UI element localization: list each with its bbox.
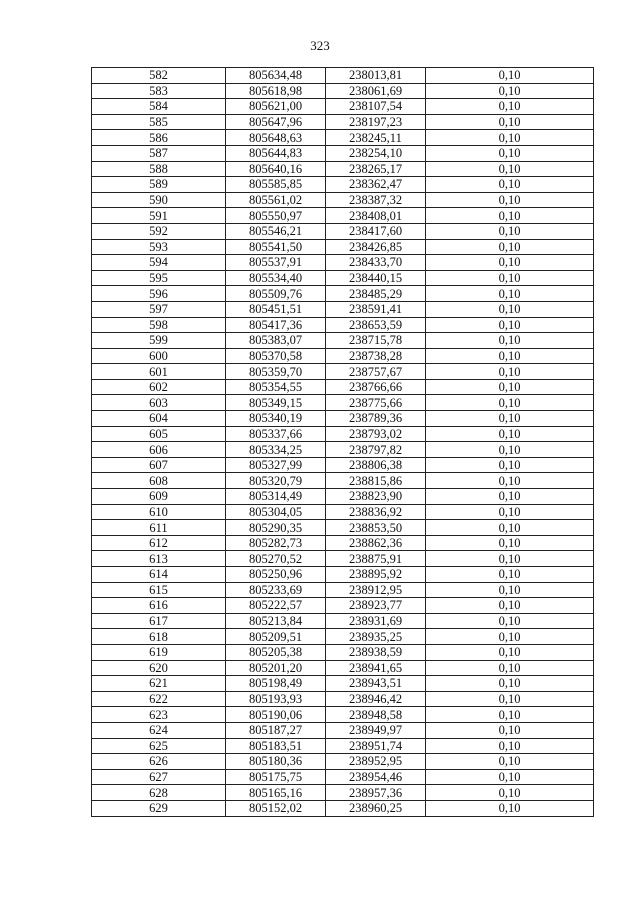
point-number-cell: 586 (92, 130, 226, 146)
accuracy-cell: 0,10 (426, 535, 594, 551)
y-coordinate-cell: 238715,78 (326, 333, 426, 349)
point-number-cell: 626 (92, 754, 226, 770)
x-coordinate-cell: 805327,99 (226, 457, 326, 473)
table-row (92, 286, 594, 302)
y-coordinate-cell: 238197,23 (326, 114, 426, 130)
accuracy-cell: 0,10 (426, 255, 594, 271)
point-number-cell: 593 (92, 239, 226, 255)
point-number-cell: 609 (92, 489, 226, 505)
x-coordinate-cell: 805640,16 (226, 161, 326, 177)
table-row (92, 130, 594, 146)
accuracy-cell: 0,10 (426, 473, 594, 489)
y-coordinate-cell: 238653,59 (326, 317, 426, 333)
accuracy-cell: 0,10 (426, 223, 594, 239)
y-coordinate-cell: 238485,29 (326, 286, 426, 302)
point-number-cell: 594 (92, 255, 226, 271)
accuracy-cell: 0,10 (426, 629, 594, 645)
accuracy-cell: 0,10 (426, 364, 594, 380)
y-coordinate-cell: 238935,25 (326, 629, 426, 645)
point-number-cell: 614 (92, 567, 226, 583)
point-number-cell: 590 (92, 192, 226, 208)
table-row (92, 722, 594, 738)
point-number-cell: 592 (92, 223, 226, 239)
point-number-cell: 598 (92, 317, 226, 333)
y-coordinate-cell: 238912,95 (326, 582, 426, 598)
accuracy-cell: 0,10 (426, 598, 594, 614)
x-coordinate-cell: 805647,96 (226, 114, 326, 130)
point-number-cell: 611 (92, 520, 226, 536)
table-row (92, 270, 594, 286)
accuracy-cell: 0,10 (426, 239, 594, 255)
table-row (92, 520, 594, 536)
x-coordinate-cell: 805337,66 (226, 426, 326, 442)
point-number-cell: 620 (92, 660, 226, 676)
y-coordinate-cell: 238823,90 (326, 489, 426, 505)
point-number-cell: 619 (92, 644, 226, 660)
x-coordinate-cell: 805304,05 (226, 504, 326, 520)
y-coordinate-cell: 238938,59 (326, 644, 426, 660)
point-number-cell: 597 (92, 301, 226, 317)
accuracy-cell: 0,10 (426, 270, 594, 286)
table-row (92, 83, 594, 99)
x-coordinate-cell: 805370,58 (226, 348, 326, 364)
y-coordinate-cell: 238946,42 (326, 691, 426, 707)
accuracy-cell: 0,10 (426, 722, 594, 738)
table-row (92, 442, 594, 458)
y-coordinate-cell: 238954,46 (326, 769, 426, 785)
accuracy-cell: 0,10 (426, 754, 594, 770)
y-coordinate-cell: 238757,67 (326, 364, 426, 380)
y-coordinate-cell: 238387,32 (326, 192, 426, 208)
table-row (92, 629, 594, 645)
accuracy-cell: 0,10 (426, 738, 594, 754)
x-coordinate-cell: 805213,84 (226, 613, 326, 629)
accuracy-cell: 0,10 (426, 286, 594, 302)
accuracy-cell: 0,10 (426, 691, 594, 707)
table-row (92, 379, 594, 395)
y-coordinate-cell: 238408,01 (326, 208, 426, 224)
point-number-cell: 617 (92, 613, 226, 629)
table-row (92, 239, 594, 255)
accuracy-cell: 0,10 (426, 442, 594, 458)
x-coordinate-cell: 805648,63 (226, 130, 326, 146)
x-coordinate-cell: 805644,83 (226, 145, 326, 161)
table-row (92, 598, 594, 614)
x-coordinate-cell: 805190,06 (226, 707, 326, 723)
table-row (92, 395, 594, 411)
x-coordinate-cell: 805534,40 (226, 270, 326, 286)
point-number-cell: 625 (92, 738, 226, 754)
y-coordinate-cell: 238862,36 (326, 535, 426, 551)
point-number-cell: 601 (92, 364, 226, 380)
accuracy-cell: 0,10 (426, 769, 594, 785)
point-number-cell: 589 (92, 177, 226, 193)
y-coordinate-cell: 238426,85 (326, 239, 426, 255)
point-number-cell: 585 (92, 114, 226, 130)
point-number-cell: 591 (92, 208, 226, 224)
y-coordinate-cell: 238265,17 (326, 161, 426, 177)
point-number-cell: 582 (92, 68, 226, 84)
table-row (92, 551, 594, 567)
table-row (92, 145, 594, 161)
table-row (92, 489, 594, 505)
y-coordinate-cell: 238806,38 (326, 457, 426, 473)
table-row (92, 738, 594, 754)
y-coordinate-cell: 238923,77 (326, 598, 426, 614)
x-coordinate-cell: 805193,93 (226, 691, 326, 707)
accuracy-cell: 0,10 (426, 68, 594, 84)
x-coordinate-cell: 805201,20 (226, 660, 326, 676)
y-coordinate-cell: 238107,54 (326, 99, 426, 115)
table-row (92, 192, 594, 208)
y-coordinate-cell: 238362,47 (326, 177, 426, 193)
y-coordinate-cell: 238440,15 (326, 270, 426, 286)
point-number-cell: 616 (92, 598, 226, 614)
y-coordinate-cell: 238931,69 (326, 613, 426, 629)
x-coordinate-cell: 805320,79 (226, 473, 326, 489)
point-number-cell: 618 (92, 629, 226, 645)
y-coordinate-cell: 238853,50 (326, 520, 426, 536)
table-row (92, 426, 594, 442)
x-coordinate-cell: 805290,35 (226, 520, 326, 536)
accuracy-cell: 0,10 (426, 707, 594, 723)
x-coordinate-cell: 805270,52 (226, 551, 326, 567)
x-coordinate-cell: 805546,21 (226, 223, 326, 239)
point-number-cell: 599 (92, 333, 226, 349)
y-coordinate-cell: 238895,92 (326, 567, 426, 583)
accuracy-cell: 0,10 (426, 785, 594, 801)
point-number-cell: 628 (92, 785, 226, 801)
table-row (92, 333, 594, 349)
x-coordinate-cell: 805383,07 (226, 333, 326, 349)
point-number-cell: 595 (92, 270, 226, 286)
point-number-cell: 613 (92, 551, 226, 567)
point-number-cell: 605 (92, 426, 226, 442)
point-number-cell: 615 (92, 582, 226, 598)
y-coordinate-cell: 238789,36 (326, 411, 426, 427)
accuracy-cell: 0,10 (426, 582, 594, 598)
x-coordinate-cell: 805222,57 (226, 598, 326, 614)
accuracy-cell: 0,10 (426, 504, 594, 520)
y-coordinate-cell: 238941,65 (326, 660, 426, 676)
table-row (92, 301, 594, 317)
point-number-cell: 608 (92, 473, 226, 489)
point-number-cell: 604 (92, 411, 226, 427)
accuracy-cell: 0,10 (426, 613, 594, 629)
x-coordinate-cell: 805165,16 (226, 785, 326, 801)
y-coordinate-cell: 238960,25 (326, 800, 426, 816)
y-coordinate-cell: 238775,66 (326, 395, 426, 411)
point-number-cell: 602 (92, 379, 226, 395)
table-row (92, 114, 594, 130)
accuracy-cell: 0,10 (426, 395, 594, 411)
x-coordinate-cell: 805334,25 (226, 442, 326, 458)
accuracy-cell: 0,10 (426, 660, 594, 676)
y-coordinate-cell: 238417,60 (326, 223, 426, 239)
x-coordinate-cell: 805417,36 (226, 317, 326, 333)
x-coordinate-cell: 805340,19 (226, 411, 326, 427)
point-number-cell: 610 (92, 504, 226, 520)
accuracy-cell: 0,10 (426, 83, 594, 99)
accuracy-cell: 0,10 (426, 317, 594, 333)
accuracy-cell: 0,10 (426, 567, 594, 583)
table-row (92, 754, 594, 770)
x-coordinate-cell: 805550,97 (226, 208, 326, 224)
point-number-cell: 627 (92, 769, 226, 785)
table-row (92, 800, 594, 816)
accuracy-cell: 0,10 (426, 426, 594, 442)
point-number-cell: 596 (92, 286, 226, 302)
y-coordinate-cell: 238952,95 (326, 754, 426, 770)
y-coordinate-cell: 238766,66 (326, 379, 426, 395)
x-coordinate-cell: 805618,98 (226, 83, 326, 99)
accuracy-cell: 0,10 (426, 379, 594, 395)
coordinates-table-body (92, 68, 594, 817)
table-row (92, 644, 594, 660)
table-row (92, 317, 594, 333)
point-number-cell: 587 (92, 145, 226, 161)
point-number-cell: 600 (92, 348, 226, 364)
accuracy-cell: 0,10 (426, 114, 594, 130)
accuracy-cell: 0,10 (426, 208, 594, 224)
accuracy-cell: 0,10 (426, 411, 594, 427)
x-coordinate-cell: 805175,75 (226, 769, 326, 785)
y-coordinate-cell: 238949,97 (326, 722, 426, 738)
point-number-cell: 606 (92, 442, 226, 458)
accuracy-cell: 0,10 (426, 676, 594, 692)
x-coordinate-cell: 805537,91 (226, 255, 326, 271)
x-coordinate-cell: 805634,48 (226, 68, 326, 84)
x-coordinate-cell: 805314,49 (226, 489, 326, 505)
accuracy-cell: 0,10 (426, 520, 594, 536)
table-row (92, 567, 594, 583)
x-coordinate-cell: 805509,76 (226, 286, 326, 302)
table-row (92, 161, 594, 177)
y-coordinate-cell: 238797,82 (326, 442, 426, 458)
page-number: 323 (310, 38, 330, 53)
y-coordinate-cell: 238793,02 (326, 426, 426, 442)
x-coordinate-cell: 805359,70 (226, 364, 326, 380)
table-row (92, 769, 594, 785)
table-row (92, 68, 594, 84)
x-coordinate-cell: 805585,85 (226, 177, 326, 193)
x-coordinate-cell: 805541,50 (226, 239, 326, 255)
x-coordinate-cell: 805561,02 (226, 192, 326, 208)
y-coordinate-cell: 238254,10 (326, 145, 426, 161)
x-coordinate-cell: 805233,69 (226, 582, 326, 598)
accuracy-cell: 0,10 (426, 800, 594, 816)
y-coordinate-cell: 238836,92 (326, 504, 426, 520)
table-row (92, 457, 594, 473)
table-row (92, 473, 594, 489)
point-number-cell: 584 (92, 99, 226, 115)
y-coordinate-cell: 238245,11 (326, 130, 426, 146)
accuracy-cell: 0,10 (426, 301, 594, 317)
x-coordinate-cell: 805209,51 (226, 629, 326, 645)
y-coordinate-cell: 238951,74 (326, 738, 426, 754)
table-row (92, 223, 594, 239)
accuracy-cell: 0,10 (426, 457, 594, 473)
x-coordinate-cell: 805250,96 (226, 567, 326, 583)
point-number-cell: 623 (92, 707, 226, 723)
accuracy-cell: 0,10 (426, 99, 594, 115)
table-row (92, 785, 594, 801)
coordinates-table (91, 67, 594, 817)
table-row (92, 613, 594, 629)
y-coordinate-cell: 238433,70 (326, 255, 426, 271)
point-number-cell: 624 (92, 722, 226, 738)
x-coordinate-cell: 805205,38 (226, 644, 326, 660)
x-coordinate-cell: 805180,36 (226, 754, 326, 770)
table-row (92, 255, 594, 271)
x-coordinate-cell: 805621,00 (226, 99, 326, 115)
y-coordinate-cell: 238013,81 (326, 68, 426, 84)
accuracy-cell: 0,10 (426, 348, 594, 364)
x-coordinate-cell: 805282,73 (226, 535, 326, 551)
accuracy-cell: 0,10 (426, 333, 594, 349)
y-coordinate-cell: 238875,91 (326, 551, 426, 567)
x-coordinate-cell: 805349,15 (226, 395, 326, 411)
x-coordinate-cell: 805152,02 (226, 800, 326, 816)
x-coordinate-cell: 805354,55 (226, 379, 326, 395)
point-number-cell: 629 (92, 800, 226, 816)
point-number-cell: 588 (92, 161, 226, 177)
table-row (92, 660, 594, 676)
table-row (92, 208, 594, 224)
point-number-cell: 622 (92, 691, 226, 707)
table-row (92, 582, 594, 598)
table-row (92, 99, 594, 115)
point-number-cell: 607 (92, 457, 226, 473)
y-coordinate-cell: 238957,36 (326, 785, 426, 801)
accuracy-cell: 0,10 (426, 192, 594, 208)
y-coordinate-cell: 238815,86 (326, 473, 426, 489)
point-number-cell: 603 (92, 395, 226, 411)
table-row (92, 707, 594, 723)
table-row (92, 676, 594, 692)
y-coordinate-cell: 238738,28 (326, 348, 426, 364)
table-row (92, 348, 594, 364)
point-number-cell: 621 (92, 676, 226, 692)
x-coordinate-cell: 805183,51 (226, 738, 326, 754)
table-row (92, 177, 594, 193)
table-row (92, 364, 594, 380)
table-row (92, 691, 594, 707)
y-coordinate-cell: 238943,51 (326, 676, 426, 692)
x-coordinate-cell: 805187,27 (226, 722, 326, 738)
x-coordinate-cell: 805451,51 (226, 301, 326, 317)
accuracy-cell: 0,10 (426, 551, 594, 567)
y-coordinate-cell: 238591,41 (326, 301, 426, 317)
accuracy-cell: 0,10 (426, 130, 594, 146)
y-coordinate-cell: 238948,58 (326, 707, 426, 723)
accuracy-cell: 0,10 (426, 145, 594, 161)
accuracy-cell: 0,10 (426, 489, 594, 505)
accuracy-cell: 0,10 (426, 644, 594, 660)
accuracy-cell: 0,10 (426, 161, 594, 177)
table-row (92, 535, 594, 551)
x-coordinate-cell: 805198,49 (226, 676, 326, 692)
table-row (92, 411, 594, 427)
y-coordinate-cell: 238061,69 (326, 83, 426, 99)
point-number-cell: 583 (92, 83, 226, 99)
table-row (92, 504, 594, 520)
point-number-cell: 612 (92, 535, 226, 551)
accuracy-cell: 0,10 (426, 177, 594, 193)
